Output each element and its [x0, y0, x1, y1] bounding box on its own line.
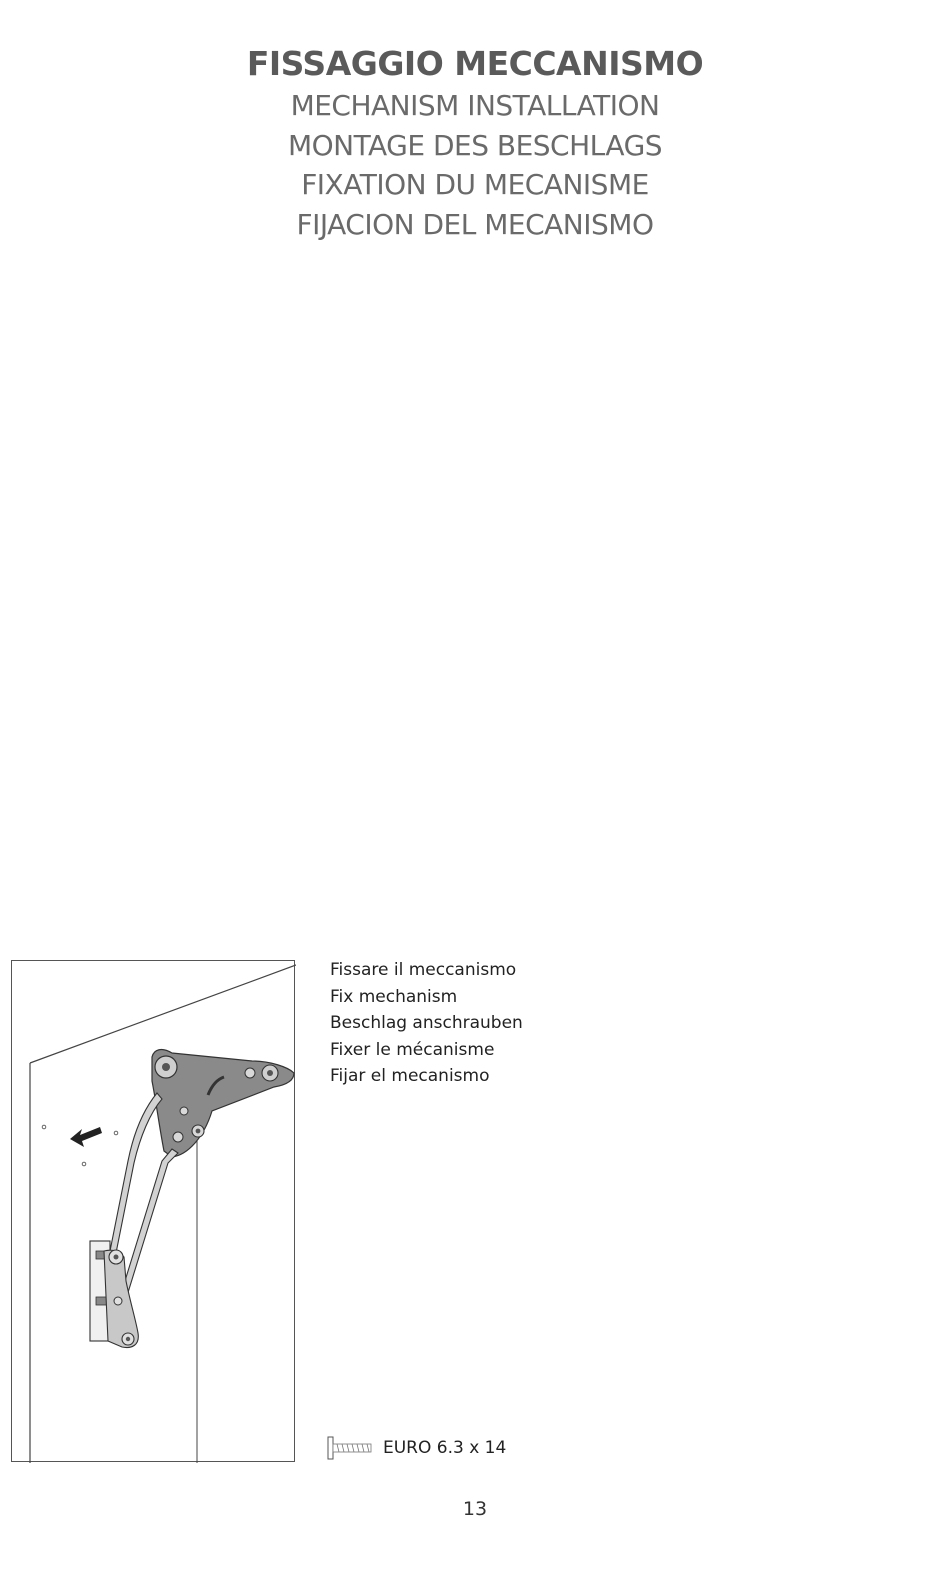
- mechanism-top-plate: [152, 1050, 294, 1157]
- screw-label: EURO 6.3 x 14: [383, 1438, 507, 1458]
- mechanism-illustration: [12, 961, 296, 1463]
- screw-spec: [327, 1436, 506, 1460]
- cabinet-top-edge: [30, 965, 296, 1063]
- hole-marker: [114, 1131, 118, 1135]
- instruction-english: Fix mechanism: [330, 986, 458, 1007]
- page-header: [0, 42, 950, 244]
- mechanism-bottom-bracket: [90, 1241, 138, 1347]
- instruction-list: [330, 957, 523, 1090]
- hole-marker: [42, 1125, 46, 1129]
- instruction-spanish: Fijar el mecanismo: [330, 1066, 490, 1086]
- title-english: MECHANISM INSTALLATION: [290, 89, 660, 122]
- screw-icon: [327, 1436, 375, 1460]
- instruction-german: Beschlag anschrauben: [330, 1013, 523, 1033]
- instruction-italian: Fissare il meccanismo: [330, 960, 517, 980]
- title-spanish: FIJACION DEL MECANISMO: [296, 207, 654, 241]
- installation-figure: [11, 960, 295, 1462]
- instruction-french: Fixer le mécanisme: [330, 1039, 495, 1060]
- title-french: FIXATION DU MECANISME: [301, 168, 649, 201]
- title-german: MONTAGE DES BESCHLAGS: [287, 128, 663, 162]
- title-italian: FISSAGGIO MECCANISMO: [246, 44, 704, 83]
- page-number: 13: [462, 1498, 488, 1520]
- arrow-left-icon: [70, 1127, 102, 1147]
- hole-marker: [82, 1162, 86, 1166]
